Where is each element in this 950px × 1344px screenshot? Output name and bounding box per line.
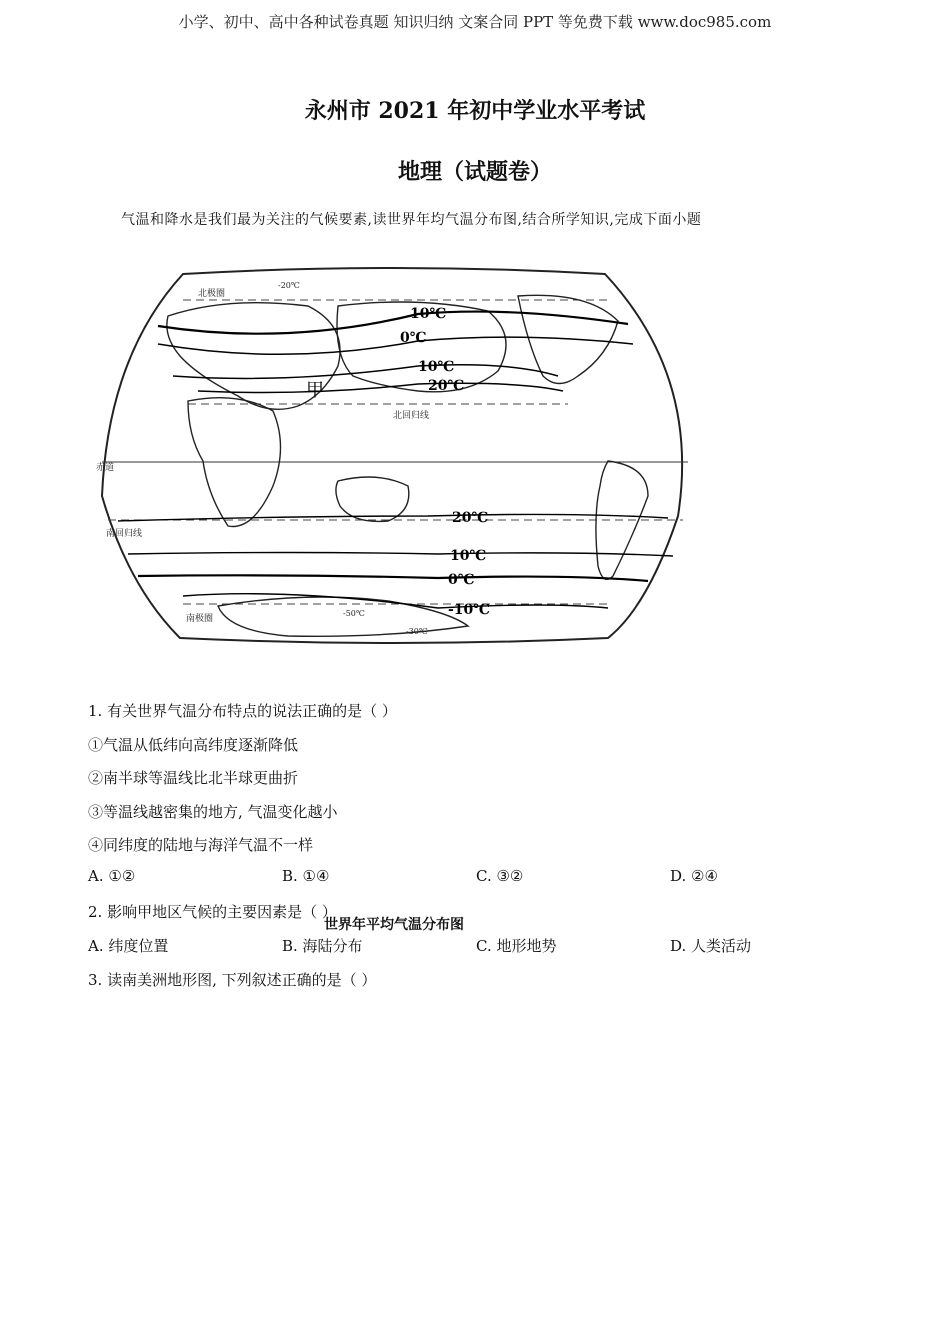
question-2-option-a[interactable]: A. 纬度位置	[88, 937, 169, 955]
label-isotherm-10: 10℃	[410, 306, 447, 322]
label-isotherm-minus10: -10℃	[448, 602, 491, 618]
question-1-option-b[interactable]: B. ①④	[282, 867, 330, 885]
label-isotherm-20-south: 20℃	[452, 510, 489, 526]
label-arctic-circle: 北极圈	[198, 289, 226, 299]
map-caption: 世界年平均气温分布图	[324, 917, 464, 933]
exam-title: 永州市 2021 年初中学业水平考试	[304, 98, 646, 124]
label-isotherm-0-south: 0℃	[448, 572, 475, 588]
isotherm-0-north	[158, 337, 633, 354]
label-isotherm-10b: 10℃	[418, 359, 455, 375]
question-3-stem: 3. 读南美洲地形图, 下列叙述正确的是（ ）	[88, 971, 377, 989]
question-2-option-c[interactable]: C. 地形地势	[476, 937, 557, 955]
isotherm-10-south	[128, 553, 673, 557]
label-tropic-cancer: 北回归线	[393, 411, 430, 421]
isotherm-minus10	[183, 594, 608, 608]
isotherm-10-north	[158, 312, 628, 334]
question-1-stem: 1. 有关世界气温分布特点的说法正确的是（ ）	[88, 702, 397, 720]
label-antarctic-circle: 南极圈	[186, 614, 214, 624]
label-jia: 甲	[306, 380, 324, 401]
site-header: 小学、初中、高中各种试卷真题 知识归纳 文案合同 PPT 等免费下载 www.doc985.com	[178, 13, 772, 31]
question-1-statement-1: ①气温从低纬向高纬度逐渐降低	[88, 736, 299, 754]
label-equator: 赤道	[96, 463, 115, 473]
question-1-option-a[interactable]: A. ①②	[88, 867, 136, 885]
question-1-option-c[interactable]: C. ③②	[476, 867, 524, 885]
australia-outline	[336, 477, 409, 521]
map-frame	[102, 268, 682, 643]
question-2-stem: 2. 影响甲地区气候的主要因素是（ ）	[88, 903, 337, 921]
question-2-option-d[interactable]: D. 人类活动	[670, 937, 752, 955]
intro-text: 气温和降水是我们最为关注的气候要素,读世界年均气温分布图,结合所学知识,完成下面小题	[121, 212, 702, 228]
question-1-statement-4: ④同纬度的陆地与海洋气温不一样	[88, 836, 314, 854]
question-2-option-b[interactable]: B. 海陆分布	[282, 937, 363, 955]
label-isotherm-minus20: -20℃	[278, 281, 300, 290]
label-isotherm-minus50: -50℃	[343, 609, 365, 618]
label-isotherm-0: 0℃	[400, 330, 427, 346]
exam-subtitle: 地理（试题卷）	[397, 159, 552, 185]
map-figure	[88, 266, 700, 646]
label-tropic-capricorn: 南回归线	[106, 529, 143, 539]
isotherm-10-mid	[173, 365, 558, 379]
isotherm-0-south	[138, 575, 648, 581]
label-isotherm-10-south: 10℃	[450, 548, 487, 564]
label-isotherm-20: 20℃	[428, 378, 465, 394]
question-1-statement-3: ③等温线越密集的地方, 气温变化越小	[88, 803, 338, 821]
question-1-statement-2: ②南半球等温线比北半球更曲折	[88, 769, 299, 787]
question-1-option-d[interactable]: D. ②④	[670, 867, 718, 885]
label-isotherm-minus30: -30℃	[406, 627, 428, 636]
